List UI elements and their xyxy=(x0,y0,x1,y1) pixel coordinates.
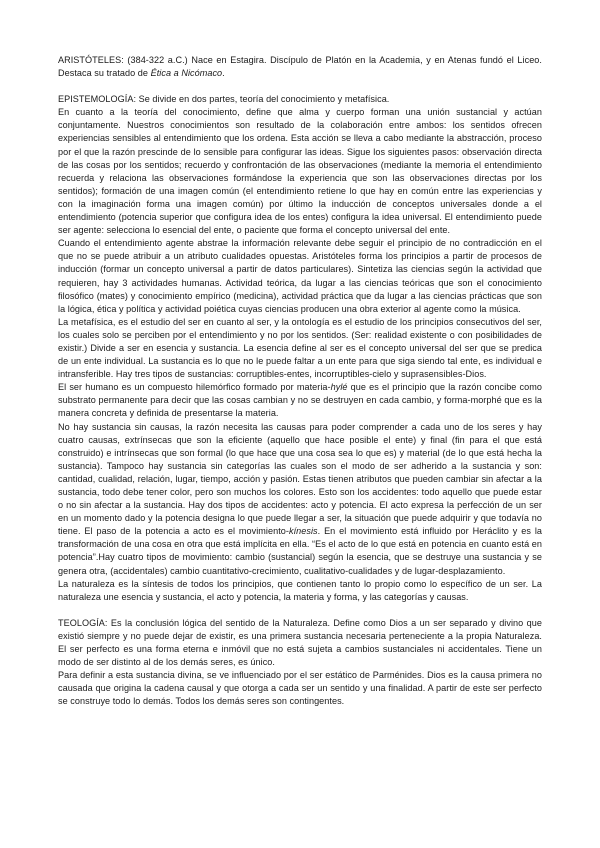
epistemologia-paragraph-2: En cuanto a la teoría del conocimiento, define que alma y cuerpo forman una unión sustancial y actúan conjuntamente. Nuestros conocimientos son resultado de la colaboración entre ambos: los sentidos ofrecen experiencias sensibles al entendimiento que los ordena. Esta acción se lleva a cabo mediante la abstracción, proceso por el que la razón prescinde de lo sensible para configurar las ideas. Sigue los siguientes pasos: observación directa de las cosas por los sentidos; recuerdo y confrontación de las observaciones (mediante la memoria el entendimiento recuerda y relaciona las observaciones formándose la experiencia que son las observaciones directas por los sentidos); formación de una imagen común (el entendimiento retiene lo que hay en común entre las experiencias y con la imaginación forma una imagen común) por último la inducción de conceptos universales donde a el entendimiento (potencia superior que configura idea de los entes) configura la idea universal. El entendimiento puede ser agente: selecciona lo esencial del ente, o paciente que forma el concepto universal del ente. xyxy=(58,107,542,236)
epistemologia-paragraph-7: La naturaleza es la síntesis de todos los principios, que contienen tanto lo propio como lo específico de un ser. La naturaleza une esencia y sustancia, el acto y potencia, la materia y forma, y las categorías y causas. xyxy=(58,578,542,602)
document-page xyxy=(58,54,542,709)
epistemologia-paragraph-4: La metafísica, es el estudio del ser en cuanto al ser, y la ontología es el estudio de los principios consecutivos del ser, los cuales solo se perciben por el entendimiento y no por los sentidos. (Ser: realidad existente o con posibilidades de existir.) Divide a ser en esencia y sustancia. La esencia define al ser es el concepto universal del ser que se predica de un ente individual. La sustancia es lo que no le puede faltar a un ente para que siga siendo tal ente, es individual e intransferible. Hay tres tipos de sustancias: corruptibles-entes, incorruptibles-cielo y suprasensibles-Dios. xyxy=(58,316,542,380)
epistemologia-paragraph-3: Cuando el entendimiento agente abstrae la información relevante debe seguir el principio de no contradicción en el que no se puede atribuir a un atributo cualidades opuestas. Aristóteles forma los principios a partir de procesos de inducción (formar un concepto universal a partir de datos particulares). Sintetiza las ciencias según la actividad que requieren, hay 3 actividades humanas. Actividad teórica, da lugar a las ciencias teóricas que son el conocimiento filosófico (mates) y conocimiento empírico (medicina), actividad práctica que da lugar a las ciencias prácticas que son la lógica, ética y política y actividad poiética cuyas ciencias producen una obra exterior al agente como la música. xyxy=(58,238,542,314)
teologia-paragraph-1: TEOLOGÍA: Es la conclusión lógica del sentido de la Naturaleza. Define como Dios a un ser separado y divino que existió siempre y no puede dejar de existir, es una primera sustancia necesaria perteneciente a la propia Naturaleza. El ser perfecto es una forma eterna e inmóvil que no está sujeta a cambios sustanciales ni accidentales. Tiene un modo de ser distinto al de los demás seres, es único. xyxy=(58,617,542,668)
intro-paragraph: ARISTÓTELES: (384-322 a.C.) Nace en Estagira. Discípulo de Platón en la Academia, y en Atenas fundó el Liceo. Destaca su tratado de Ética a Nicómaco. xyxy=(58,55,542,79)
epistemologia-heading-paragraph: EPISTEMOLOGÍA: Se divide en dos partes, teoría del conocimiento y metafísica. xyxy=(58,94,390,105)
epistemologia-paragraph-5: El ser humano es un compuesto hilemórfico formado por materia-hylé que es el principio que la razón concibe como substrato permanente para decir que las cosas cambian y no se destruyen en cada cambio, y forma-morphé que es la manera concreta y definida de presentarse la materia. xyxy=(58,382,542,419)
epistemologia-paragraph-6: No hay sustancia sin causas, la razón necesita las causas para poder comprender a cada uno de los seres y hay cuatro causas, extrínsecas que son la eficiente (aquello que hace posible el ente) y final (fin para el que está construido) e intrínsecas que son formal (lo que hace que una cosa sea lo que es) y material (de lo que está hecha la sustancia). Tampoco hay sustancia sin categorías las cuales son el modo de ser adherido a la sustancia y son: cantidad, cualidad, relación, lugar, tiempo, acción y pasión. Estas tienen atributos que pueden cambiar sin afectar a la sustancia, todo debe tener color, pero son muchos los colores. Esto son los accidentes: todo aquello que puede estar o no sin afectar a la sustancia. Hay dos tipos de accidentes: acto y potencia. El acto expresa la perfección de un ser en un momento dado y la potencia designa lo que puede llegar a ser, la situación que puede adquirir y que todavía no tiene. El paso de la potencia a acto es el movimiento-kínesis. En el movimiento está influido por Heráclito y es la transformación de una cosa en otra que está implícita en ella. “Es el acto de lo que está en potencia en cuanto está en potencia”.Hay cuatro tipos de movimiento: cambio (sustancial) según la esencia, que se destruye una sustancia y se genera otra, (accidentales) cambio cuantitativo-crecimiento, cualitativo-cualidades y de lugar-desplazamiento. xyxy=(58,421,542,576)
book-title: Ética a Nicómaco xyxy=(150,68,223,79)
teologia-paragraph-2: Para definir a esta sustancia divina, se ve influenciado por el ser estático de Parménides. Dios es la causa primera no causada que origina la cadena causal y que otorga a cada ser un sentido y una finalidad. A partir de este ser perfecto se construye todo lo demás. Todos los demás seres son contingentes. xyxy=(58,670,542,707)
